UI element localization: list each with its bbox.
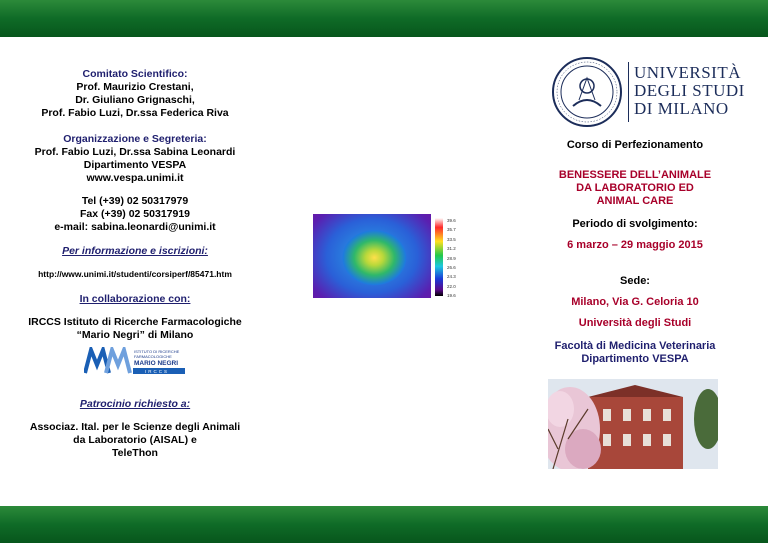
period-dates: 6 marzo – 29 maggio 2015: [567, 239, 703, 251]
scale-label: 31.2: [447, 246, 456, 252]
collaboration-line: IRCCS Istituto di Ricerche Farmacologiche: [28, 316, 242, 328]
course-title-line: DA LABORATORIO ED: [576, 182, 694, 194]
organization-title: Organizzazione e Segreteria:: [63, 133, 207, 145]
organization-line: Prof. Fabio Luzi, Dr.ssa Sabina Leonardi: [34, 146, 236, 158]
patronage-line: Associaz. Ital. per le Scienze degli Animali: [29, 421, 241, 433]
committee-title: Comitato Scientifico:: [82, 68, 188, 80]
patronage-line: TeleThon: [112, 447, 158, 459]
collaboration-block: [10, 316, 260, 342]
contact-block: [20, 195, 250, 234]
course-type: Corso di Perfezionamento: [566, 139, 704, 151]
organization-line: Dipartimento VESPA: [83, 159, 187, 171]
fax-text: Fax (+39) 02 50317919: [79, 208, 191, 220]
email-link[interactable]: e-mail: sabina.leonardi@unimi.it: [54, 221, 216, 233]
patronage-line: da Laboratorio (AISAL) e: [73, 434, 197, 446]
scale-label: 39.6: [447, 218, 456, 223]
committee-line: Prof. Fabio Luzi, Dr.ssa Federica Riva: [41, 107, 229, 119]
top-green-band: [0, 0, 768, 37]
course-title-line: BENESSERE DELL’ANIMALE: [558, 169, 712, 181]
mn-logo-text: MARIO NEGRI: [134, 360, 179, 367]
mn-logo-text: ISTITUTO DI RICERCHE: [134, 349, 180, 354]
course-title: [540, 169, 730, 208]
university-name-line: DI MILANO: [634, 99, 729, 118]
university-name: [634, 64, 745, 118]
mn-logo-text: FARMACOLOGICHE: [134, 354, 172, 359]
committee-line: Dr. Giuliano Grignaschi,: [75, 94, 195, 106]
faculty-line: Dipartimento VESPA: [581, 353, 689, 365]
patronage-title: Patrocinio richiesto a:: [79, 398, 191, 410]
course-title-line: ANIMAL CARE: [596, 195, 674, 207]
mn-logo-text: IRCCS: [145, 369, 170, 374]
collaboration-title: In collaborazione con:: [79, 293, 191, 305]
thermal-scale-labels: [447, 216, 456, 301]
faculty-line: Facoltà di Medicina Veterinaria: [554, 340, 716, 352]
venue-address: Milano, Via G. Celoria 10: [571, 296, 699, 308]
patronage-block: [15, 421, 255, 460]
collaboration-line: “Mario Negri” di Milano: [76, 329, 194, 341]
period-title: Periodo di svolgimento:: [572, 218, 698, 230]
thermal-image: [313, 214, 431, 298]
committee-line: Prof. Maurizio Crestani,: [76, 81, 194, 93]
university-seal-icon: [551, 56, 623, 128]
organization-line: www.vespa.unimi.it: [86, 172, 184, 184]
scale-label: 24.3: [447, 274, 456, 280]
organization-block: [20, 133, 250, 185]
faculty-block: [530, 340, 740, 366]
venue-title: Sede:: [620, 275, 650, 287]
info-title: Per informazione e iscrizioni:: [62, 245, 208, 257]
building-photo: [548, 379, 718, 469]
university-name-line: DEGLI STUDI: [634, 81, 745, 100]
phone-text: Tel (+39) 02 50317979: [81, 195, 189, 207]
bottom-green-band: [0, 506, 768, 543]
committee-block: [30, 68, 240, 120]
scale-label: 33.5: [447, 236, 456, 242]
venue-university: Università degli Studi: [578, 317, 692, 329]
scale-label: 22.0: [447, 283, 456, 289]
info-url-link[interactable]: http://www.unimi.it/studenti/corsiperf/85471.htm: [38, 269, 232, 279]
scale-label: 28.9: [447, 255, 456, 261]
mario-negri-logo: [84, 347, 187, 375]
scale-label: 35.7: [447, 227, 456, 233]
logo-divider: [628, 62, 629, 122]
scale-label: 26.6: [447, 265, 456, 271]
university-name-line: UNIVERSITÀ: [634, 63, 741, 82]
scale-label: 19.6: [447, 293, 456, 299]
thermal-scale-bar: [435, 218, 443, 296]
